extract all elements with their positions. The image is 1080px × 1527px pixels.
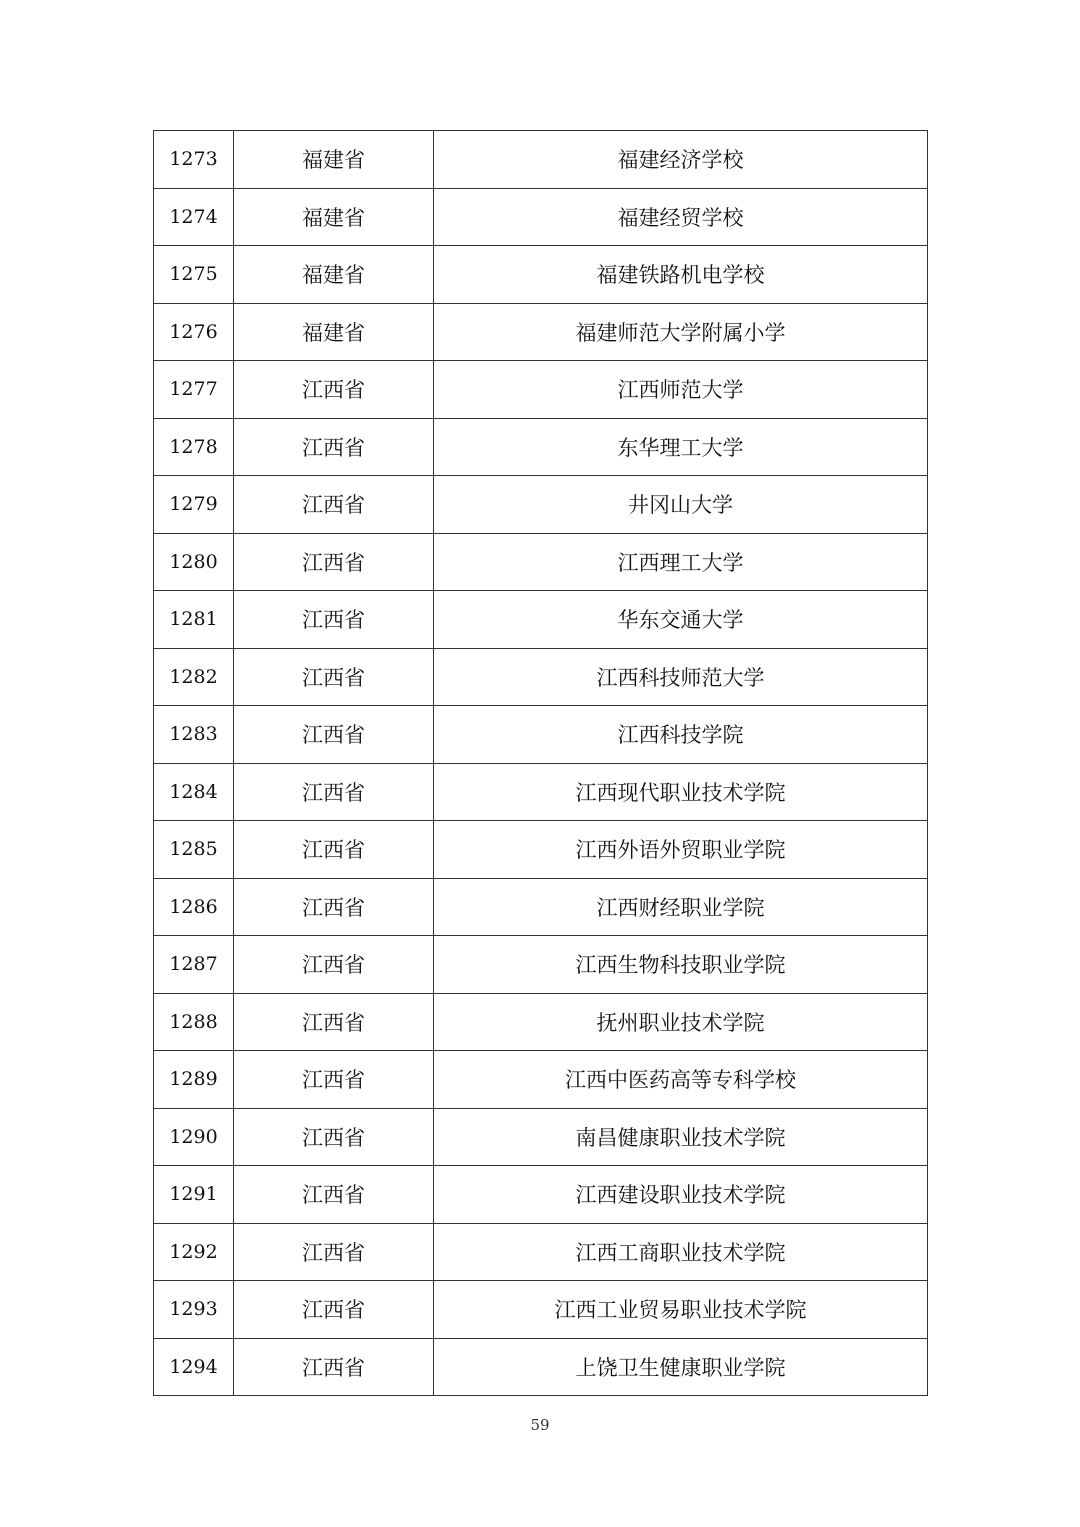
province-cell: 江西省: [234, 476, 434, 534]
province-cell: 福建省: [234, 188, 434, 246]
row-number-cell: 1281: [154, 591, 234, 649]
province-cell: 江西省: [234, 533, 434, 591]
table-row: [154, 1166, 928, 1224]
province-cell: 江西省: [234, 361, 434, 419]
school-name-cell: 抚州职业技术学院: [434, 993, 928, 1051]
row-number-cell: 1278: [154, 418, 234, 476]
row-number-cell: 1277: [154, 361, 234, 419]
province-cell: 江西省: [234, 821, 434, 879]
school-name-cell: 福建师范大学附属小学: [434, 303, 928, 361]
school-name-cell: 江西外语外贸职业学院: [434, 821, 928, 879]
province-cell: 江西省: [234, 706, 434, 764]
school-name-cell: 江西生物科技职业学院: [434, 936, 928, 994]
table-row: [154, 993, 928, 1051]
row-number-cell: 1288: [154, 993, 234, 1051]
row-number-cell: 1293: [154, 1281, 234, 1339]
province-cell: 江西省: [234, 1281, 434, 1339]
table-row: [154, 361, 928, 419]
table-row: [154, 131, 928, 189]
province-cell: 江西省: [234, 763, 434, 821]
school-name-cell: 江西师范大学: [434, 361, 928, 419]
school-list-table: [153, 130, 928, 1396]
table-row: [154, 763, 928, 821]
row-number-cell: 1294: [154, 1338, 234, 1396]
row-number-cell: 1280: [154, 533, 234, 591]
row-number-cell: 1290: [154, 1108, 234, 1166]
province-cell: 福建省: [234, 303, 434, 361]
school-name-cell: 江西工商职业技术学院: [434, 1223, 928, 1281]
table-row: [154, 936, 928, 994]
school-name-cell: 福建经济学校: [434, 131, 928, 189]
table-row: [154, 246, 928, 304]
school-name-cell: 南昌健康职业技术学院: [434, 1108, 928, 1166]
province-cell: 江西省: [234, 1051, 434, 1109]
table-row: [154, 1223, 928, 1281]
province-cell: 江西省: [234, 1338, 434, 1396]
table-row: [154, 533, 928, 591]
school-name-cell: 江西科技学院: [434, 706, 928, 764]
row-number-cell: 1275: [154, 246, 234, 304]
table-row: [154, 706, 928, 764]
row-number-cell: 1284: [154, 763, 234, 821]
province-cell: 江西省: [234, 936, 434, 994]
row-number-cell: 1283: [154, 706, 234, 764]
province-cell: 江西省: [234, 648, 434, 706]
table-row: [154, 648, 928, 706]
table-row: [154, 821, 928, 879]
table-row: [154, 1108, 928, 1166]
province-cell: 江西省: [234, 591, 434, 649]
table-row: [154, 878, 928, 936]
school-name-cell: 福建经贸学校: [434, 188, 928, 246]
row-number-cell: 1289: [154, 1051, 234, 1109]
province-cell: 江西省: [234, 1223, 434, 1281]
table-row: [154, 591, 928, 649]
school-name-cell: 井冈山大学: [434, 476, 928, 534]
table-row: [154, 1338, 928, 1396]
school-name-cell: 东华理工大学: [434, 418, 928, 476]
page-number: 59: [530, 1416, 550, 1434]
row-number-cell: 1292: [154, 1223, 234, 1281]
row-number-cell: 1279: [154, 476, 234, 534]
province-cell: 福建省: [234, 131, 434, 189]
row-number-cell: 1282: [154, 648, 234, 706]
school-name-cell: 江西中医药高等专科学校: [434, 1051, 928, 1109]
table-row: [154, 303, 928, 361]
school-name-cell: 上饶卫生健康职业学院: [434, 1338, 928, 1396]
province-cell: 江西省: [234, 1108, 434, 1166]
row-number-cell: 1286: [154, 878, 234, 936]
province-cell: 江西省: [234, 878, 434, 936]
table-row: [154, 1281, 928, 1339]
table-row: [154, 418, 928, 476]
school-name-cell: 福建铁路机电学校: [434, 246, 928, 304]
table-body: [154, 131, 928, 1396]
school-name-cell: 江西建设职业技术学院: [434, 1166, 928, 1224]
province-cell: 江西省: [234, 418, 434, 476]
province-cell: 福建省: [234, 246, 434, 304]
province-cell: 江西省: [234, 1166, 434, 1224]
table-row: [154, 476, 928, 534]
table-row: [154, 1051, 928, 1109]
province-cell: 江西省: [234, 993, 434, 1051]
school-name-cell: 华东交通大学: [434, 591, 928, 649]
row-number-cell: 1276: [154, 303, 234, 361]
row-number-cell: 1285: [154, 821, 234, 879]
school-name-cell: 江西科技师范大学: [434, 648, 928, 706]
school-name-cell: 江西工业贸易职业技术学院: [434, 1281, 928, 1339]
row-number-cell: 1273: [154, 131, 234, 189]
row-number-cell: 1287: [154, 936, 234, 994]
school-name-cell: 江西理工大学: [434, 533, 928, 591]
table-row: [154, 188, 928, 246]
school-name-cell: 江西财经职业学院: [434, 878, 928, 936]
row-number-cell: 1274: [154, 188, 234, 246]
row-number-cell: 1291: [154, 1166, 234, 1224]
school-name-cell: 江西现代职业技术学院: [434, 763, 928, 821]
